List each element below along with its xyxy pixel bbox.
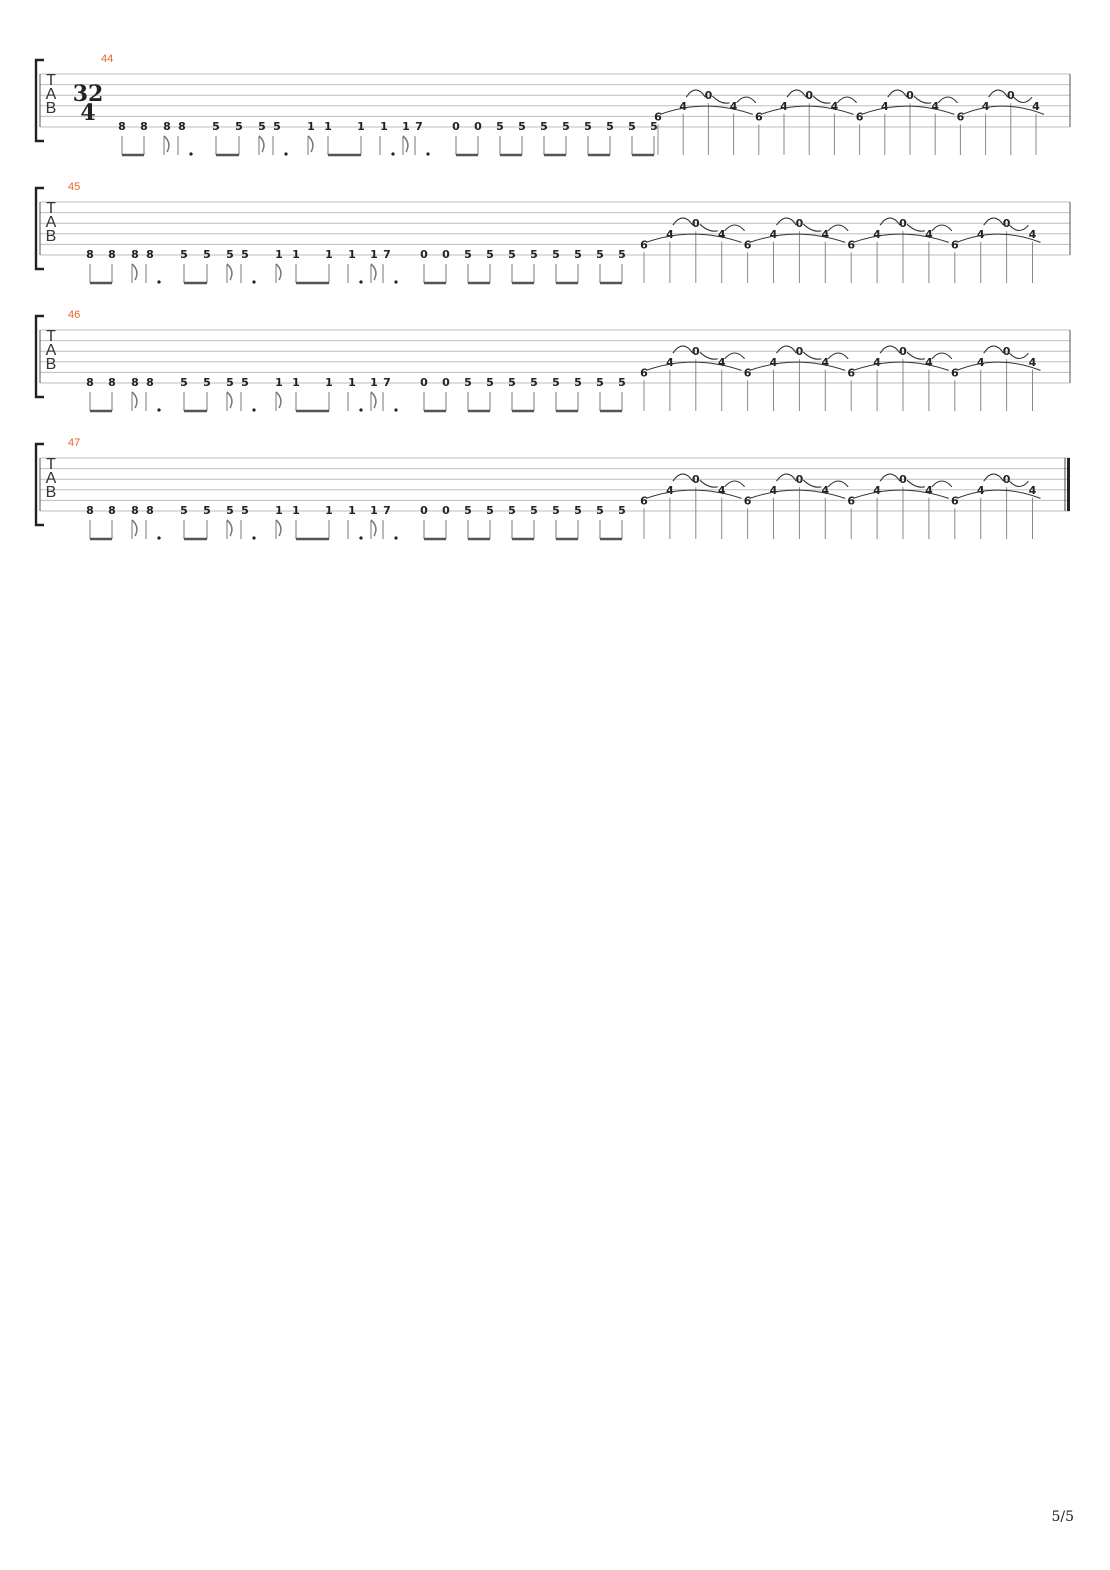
tab-note: 6 — [754, 110, 763, 124]
tab-note: 5 — [530, 248, 538, 261]
tab-note: 1 — [275, 504, 283, 517]
tab-note: 1 — [370, 376, 378, 389]
slur — [750, 490, 846, 498]
slur — [984, 218, 1004, 225]
tab-note: 5 — [180, 504, 188, 517]
slur — [888, 90, 907, 97]
slur — [880, 346, 900, 353]
tab-note: 0 — [691, 217, 700, 231]
note-flag — [227, 392, 232, 408]
tab-note: 5 — [562, 120, 570, 133]
tab-note: 0 — [1002, 217, 1011, 231]
tab-note: 4 — [666, 483, 674, 497]
tab-note: 7 — [383, 504, 391, 517]
tab-note: 6 — [950, 238, 959, 252]
tab-note: 1 — [275, 248, 283, 261]
tab-note: 0 — [795, 473, 804, 487]
slur — [761, 106, 854, 114]
slur — [932, 225, 952, 231]
slur — [750, 362, 846, 370]
tab-note: 5 — [496, 120, 504, 133]
dot — [394, 280, 397, 283]
tab-note: 1 — [380, 120, 388, 133]
dot — [359, 280, 362, 283]
slur — [803, 480, 821, 487]
note-flag — [259, 136, 264, 152]
slur — [828, 225, 848, 231]
tab-clef-letter: T — [46, 72, 56, 89]
tab-note: 5 — [596, 248, 604, 261]
tab-note: 8 — [86, 504, 94, 517]
tab-note: 6 — [743, 494, 752, 508]
tab-note: 0 — [704, 89, 713, 103]
tab-note: 4 — [717, 355, 726, 369]
tab-note: 1 — [370, 504, 378, 517]
tab-note: 0 — [899, 345, 907, 359]
dot — [394, 408, 397, 411]
tab-note: 5 — [180, 376, 188, 389]
tab-note: 6 — [847, 366, 856, 380]
tab-note: 1 — [348, 248, 356, 261]
tab-clef-letter: A — [45, 342, 57, 359]
tab-note: 5 — [226, 248, 234, 261]
slur — [712, 96, 729, 103]
tab-note: 4 — [769, 483, 778, 497]
tab-note: 5 — [508, 248, 516, 261]
tab-note: 7 — [415, 120, 423, 133]
tab-note: 0 — [1002, 345, 1011, 359]
tab-note: 8 — [108, 248, 116, 261]
tab-clef-letter: A — [45, 86, 57, 103]
tab-note: 0 — [899, 217, 907, 231]
slur — [660, 106, 753, 114]
tab-note: 5 — [241, 376, 249, 389]
tab-note: 5 — [486, 376, 494, 389]
tab-note: 5 — [596, 376, 604, 389]
tab-clef-letter: A — [45, 214, 57, 231]
dot — [391, 152, 394, 155]
tab-note: 5 — [574, 376, 582, 389]
slur — [989, 90, 1008, 97]
slur — [700, 352, 718, 359]
slur — [880, 474, 900, 481]
tab-note: 4 — [1028, 227, 1037, 241]
slur — [646, 362, 742, 370]
slur — [803, 224, 821, 231]
tab-note: 5 — [628, 120, 636, 133]
tab-note: 4 — [769, 355, 778, 369]
dot — [426, 152, 429, 155]
slur — [853, 490, 949, 498]
tab-note: 1 — [292, 376, 300, 389]
tab-note: 1 — [307, 120, 315, 133]
tab-note: 5 — [650, 120, 658, 133]
tab-note: 5 — [618, 504, 626, 517]
tab-note: 8 — [131, 504, 139, 517]
tab-note: 5 — [273, 120, 281, 133]
tab-system-47 — [36, 437, 1070, 540]
tab-note: 4 — [679, 99, 688, 113]
slur — [880, 218, 900, 225]
tab-note: 6 — [654, 110, 662, 124]
tab-note: 4 — [925, 483, 933, 497]
tab-note: 4 — [931, 99, 940, 113]
tab-note: 5 — [241, 504, 249, 517]
tab-note: 4 — [821, 355, 830, 369]
slur — [932, 353, 952, 359]
tab-note: 8 — [131, 376, 139, 389]
tab-note: 6 — [847, 494, 856, 508]
tab-note: 0 — [420, 248, 428, 261]
slur — [1010, 353, 1029, 358]
tab-note: 4 — [976, 227, 985, 241]
tab-note: 4 — [717, 483, 726, 497]
tab-note: 4 — [821, 483, 830, 497]
note-flag — [132, 264, 137, 280]
tab-note: 8 — [108, 504, 116, 517]
tab-note: 0 — [1006, 89, 1015, 103]
tab-note: 0 — [691, 345, 700, 359]
tab-note: 7 — [383, 248, 391, 261]
tab-note: 4 — [666, 227, 674, 241]
tab-note: 4 — [780, 99, 788, 113]
tab-note: 5 — [203, 248, 211, 261]
slur — [803, 352, 821, 359]
tab-note: 6 — [640, 366, 648, 380]
time-signature-bottom: 4 — [80, 100, 96, 126]
tab-note: 0 — [420, 376, 428, 389]
tab-note: 0 — [795, 217, 804, 231]
tab-note: 1 — [357, 120, 365, 133]
tab-note: 5 — [540, 120, 548, 133]
tab-note: 1 — [402, 120, 410, 133]
tab-note: 6 — [743, 366, 752, 380]
tab-note: 0 — [795, 345, 804, 359]
tab-note: 5 — [212, 120, 220, 133]
measure-number: 47 — [68, 437, 81, 449]
tab-note: 5 — [552, 376, 560, 389]
tab-note: 5 — [508, 504, 516, 517]
slur — [673, 346, 693, 353]
note-flag — [371, 264, 376, 280]
tab-note: 8 — [118, 120, 126, 133]
dot — [359, 536, 362, 539]
tab-note: 5 — [464, 376, 472, 389]
dot — [359, 408, 362, 411]
tab-note: 6 — [950, 494, 959, 508]
note-flag — [371, 520, 376, 536]
slur — [862, 106, 955, 114]
slur — [673, 474, 693, 481]
tab-note: 6 — [956, 110, 965, 124]
dot — [157, 280, 160, 283]
tab-note: 0 — [906, 89, 914, 103]
tab-note: 5 — [584, 120, 592, 133]
slur — [837, 97, 856, 103]
slur — [813, 96, 830, 103]
tab-note: 0 — [474, 120, 482, 133]
slur — [984, 474, 1004, 481]
slur — [853, 234, 949, 242]
tab-note: 5 — [180, 248, 188, 261]
measure-number: 44 — [101, 53, 114, 65]
tab-note: 4 — [880, 99, 889, 113]
tab-clef-letter: T — [46, 328, 56, 345]
tab-note: 4 — [830, 99, 839, 113]
slur — [1010, 481, 1029, 486]
tab-note: 5 — [530, 376, 538, 389]
tab-note: 0 — [691, 473, 700, 487]
slur — [787, 90, 806, 97]
tab-clef-letter: B — [45, 100, 57, 117]
tab-note: 8 — [178, 120, 186, 133]
dot — [157, 536, 160, 539]
dot — [252, 536, 255, 539]
tab-note: 5 — [486, 248, 494, 261]
slur — [646, 234, 742, 242]
tab-note: 8 — [86, 376, 94, 389]
tab-note: 6 — [640, 494, 648, 508]
slur — [646, 490, 742, 498]
tab-note: 8 — [146, 248, 154, 261]
dot — [284, 152, 287, 155]
slur — [777, 218, 797, 225]
measure-number: 45 — [68, 181, 81, 193]
note-flag — [132, 520, 137, 536]
tab-note: 4 — [729, 99, 738, 113]
tab-note: 5 — [606, 120, 614, 133]
tab-note: 5 — [258, 120, 266, 133]
dot — [394, 536, 397, 539]
tab-note: 0 — [420, 504, 428, 517]
note-flag — [403, 136, 408, 152]
note-flag — [276, 520, 281, 536]
tab-note: 6 — [950, 366, 959, 380]
slur — [984, 346, 1004, 353]
tab-note: 5 — [574, 248, 582, 261]
tab-note: 5 — [464, 248, 472, 261]
tab-note: 4 — [717, 227, 726, 241]
tab-note: 5 — [618, 248, 626, 261]
measure-number: 46 — [68, 309, 81, 321]
tab-note: 6 — [855, 110, 864, 124]
tab-note: 5 — [618, 376, 626, 389]
tab-note: 4 — [873, 355, 881, 369]
tab-note: 4 — [873, 483, 881, 497]
tab-note: 8 — [163, 120, 171, 133]
tab-note: 0 — [1002, 473, 1011, 487]
tab-note: 4 — [925, 227, 933, 241]
tab-note: 0 — [452, 120, 460, 133]
dot — [189, 152, 192, 155]
note-flag — [227, 520, 232, 536]
tab-note: 5 — [574, 504, 582, 517]
slur — [750, 234, 846, 242]
tab-note: 0 — [442, 376, 450, 389]
tab-note: 8 — [108, 376, 116, 389]
slur — [907, 480, 925, 487]
tab-note: 8 — [146, 504, 154, 517]
tab-note: 1 — [325, 376, 333, 389]
note-flag — [276, 392, 281, 408]
tab-note: 5 — [518, 120, 526, 133]
tab-note: 6 — [743, 238, 752, 252]
slur — [686, 90, 705, 97]
dot — [252, 408, 255, 411]
tab-system-44 — [36, 53, 1070, 156]
tab-note: 1 — [275, 376, 283, 389]
tab-clef-letter: T — [46, 456, 56, 473]
tab-note: 8 — [146, 376, 154, 389]
tab-note: 6 — [847, 238, 856, 252]
slur — [907, 352, 925, 359]
tab-clef-letter: A — [45, 470, 57, 487]
dot — [252, 280, 255, 283]
slur — [725, 225, 745, 231]
slur — [932, 481, 952, 487]
slur — [914, 96, 931, 103]
tab-clef-letter: B — [45, 228, 57, 245]
note-flag — [164, 136, 169, 152]
tab-note: 1 — [348, 376, 356, 389]
slur — [725, 481, 745, 487]
tab-note: 5 — [241, 248, 249, 261]
tab-note: 5 — [235, 120, 243, 133]
slur — [1014, 97, 1032, 102]
tab-note: 1 — [325, 248, 333, 261]
tab-note: 0 — [442, 248, 450, 261]
note-flag — [276, 264, 281, 280]
tab-clef-letter: T — [46, 200, 56, 217]
slur — [673, 218, 693, 225]
tab-note: 4 — [666, 355, 674, 369]
tab-clef-letter: B — [45, 356, 57, 373]
tab-note: 4 — [976, 355, 985, 369]
tab-note: 5 — [596, 504, 604, 517]
tab-note: 4 — [769, 227, 778, 241]
tab-note: 8 — [131, 248, 139, 261]
slur — [700, 224, 718, 231]
note-flag — [132, 392, 137, 408]
tab-note: 5 — [203, 376, 211, 389]
tab-note: 1 — [292, 248, 300, 261]
tab-note: 4 — [821, 227, 830, 241]
tab-note: 0 — [805, 89, 814, 103]
slur — [1010, 225, 1029, 230]
slur — [938, 97, 957, 103]
slur — [737, 97, 756, 103]
tab-note: 4 — [873, 227, 881, 241]
tab-note: 0 — [899, 473, 907, 487]
tab-note: 4 — [1032, 99, 1040, 113]
slur — [700, 480, 718, 487]
slur — [777, 346, 797, 353]
tab-note: 1 — [325, 504, 333, 517]
tab-note: 4 — [1028, 355, 1037, 369]
slur — [828, 481, 848, 487]
tab-note: 7 — [383, 376, 391, 389]
note-flag — [371, 392, 376, 408]
tab-note: 8 — [140, 120, 148, 133]
tab-system-45 — [36, 181, 1070, 284]
page-number: 5/5 — [1051, 1509, 1074, 1525]
tab-note: 5 — [464, 504, 472, 517]
time-signature-top: 32 — [72, 81, 104, 107]
slur — [828, 353, 848, 359]
tab-note: 8 — [86, 248, 94, 261]
note-flag — [227, 264, 232, 280]
tab-note: 1 — [292, 504, 300, 517]
tab-note: 1 — [324, 120, 332, 133]
tab-note: 5 — [226, 376, 234, 389]
tab-note: 5 — [552, 248, 560, 261]
slur — [725, 353, 745, 359]
note-flag — [308, 136, 313, 152]
tab-note: 5 — [508, 376, 516, 389]
tab-note: 4 — [976, 483, 985, 497]
tab-note: 1 — [370, 248, 378, 261]
tab-note: 5 — [552, 504, 560, 517]
slur — [777, 474, 797, 481]
slur — [853, 362, 949, 370]
tab-note: 5 — [203, 504, 211, 517]
dot — [157, 408, 160, 411]
tab-note: 6 — [640, 238, 648, 252]
tab-note: 4 — [1028, 483, 1037, 497]
tab-note: 4 — [925, 355, 933, 369]
tab-system-46 — [36, 309, 1070, 412]
tab-note: 5 — [530, 504, 538, 517]
tab-clef-letter: B — [45, 484, 57, 501]
tab-note: 5 — [226, 504, 234, 517]
tab-note: 0 — [442, 504, 450, 517]
tab-note: 4 — [981, 99, 990, 113]
tab-note: 5 — [486, 504, 494, 517]
tab-note: 1 — [348, 504, 356, 517]
slur — [907, 224, 925, 231]
